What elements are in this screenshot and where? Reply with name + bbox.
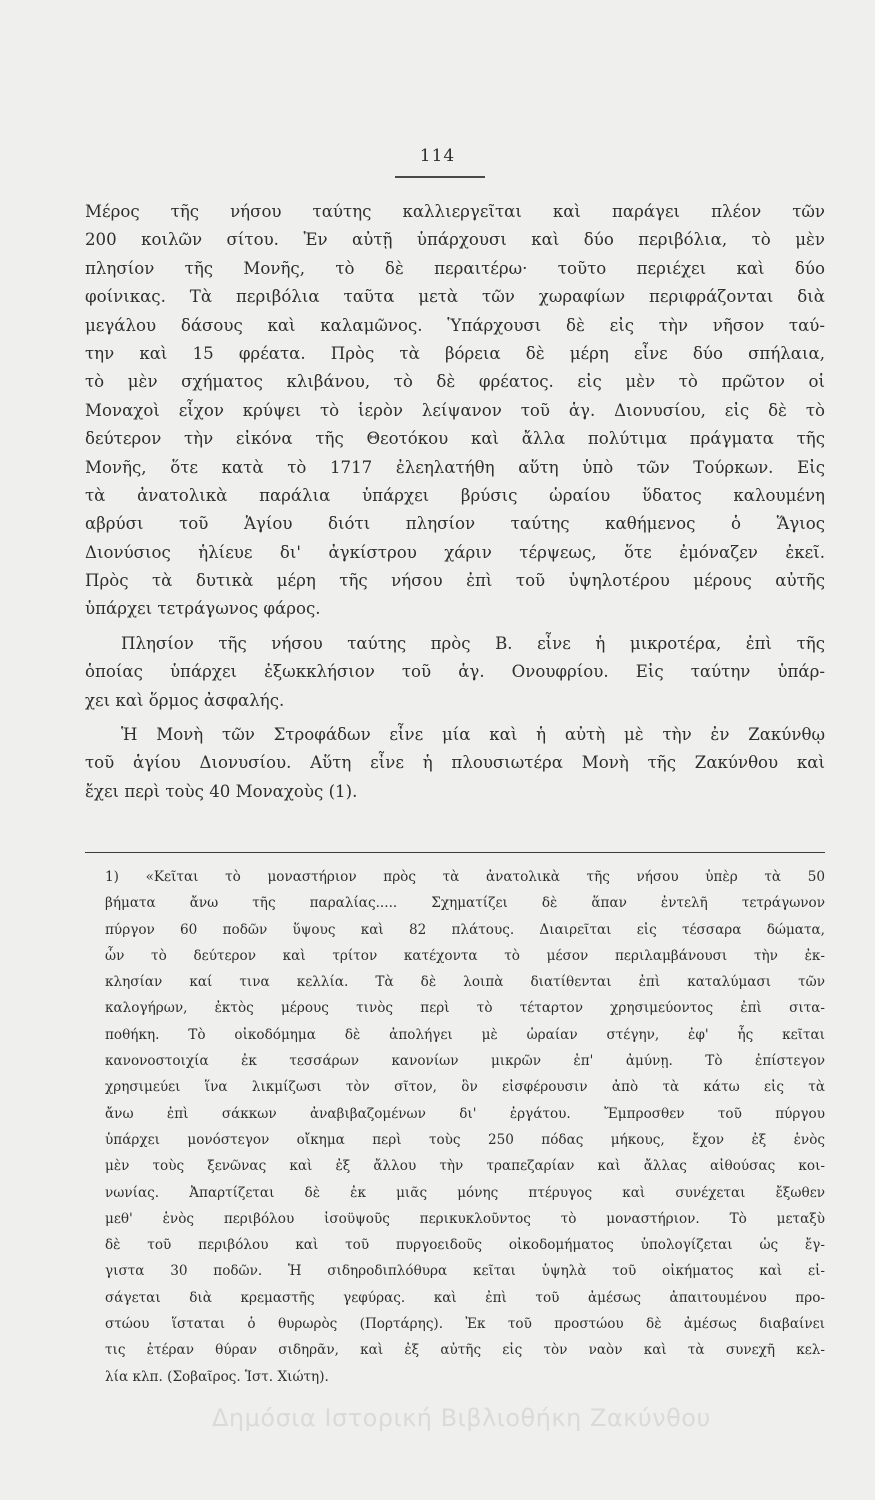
- text-line: Διονύσιος ἡλίευε δι' ἀγκίστρου χάριν τέρψεως, ὅτε ἐμόναζεν ἐκεῖ.: [85, 542, 825, 562]
- footnote-line: κλησίαν καί τινα κελλία. Τὰ δὲ λοιπὰ διατίθενται ἐπὶ καταλύμασι τῶν: [105, 974, 825, 991]
- text-line: χει καὶ ὅρμος ἀσφαλής.: [85, 690, 285, 710]
- paragraph: [85, 198, 825, 624]
- footnote-line: δὲ τοῦ περιβόλου καὶ τοῦ πυργοειδοῦς οἰκοδομήματος ὑπολογίζεται ὡς ἔγ-: [105, 1237, 825, 1254]
- text-line: την καὶ 15 φρέατα. Πρὸς τὰ βόρεια δὲ μέρη εἶνε δύο σπήλαια,: [85, 343, 825, 363]
- footnote-line: ἄνω ἐπὶ σάκκων ἀναβιβαζομένων δι' ἐργάτου. Ἔμπροσθεν τοῦ πύργου: [105, 1105, 825, 1122]
- text-line: Πρὸς τὰ δυτικὰ μέρη τῆς νήσου ἐπὶ τοῦ ὑψηλοτέρου μέρους αὐτῆς: [85, 571, 825, 591]
- text-line: ὑπάρχει τετράγωνος φάρος.: [85, 599, 321, 619]
- footnote-line: μεθ' ἑνὸς περιβόλου ἰσοϋψοῦς περικυκλοῦντος τὸ μοναστήριον. Τὸ μεταξὺ: [105, 1210, 825, 1227]
- text-line: ἔχει περὶ τοὺς 40 Μοναχοὺς (1).: [85, 781, 358, 801]
- footnote-line: κανονοστοιχία ἐκ τεσσάρων κανονίων μικρῶν ἐπ' ἀμύνῃ. Τὸ ἐπίστεγον: [105, 1053, 825, 1070]
- text-line: Μέρος τῆς νήσου ταύτης καλλιεργεῖται καὶ παράγει πλέον τῶν: [85, 202, 825, 221]
- footnote-line: τις ἑτέραν θύραν σιδηρᾶν, καὶ ἐξ αὐτῆς εἰς τὸν ναὸν καὶ τὰ συνεχῆ κελ-: [105, 1342, 825, 1359]
- footnote-line: 1) «Κεῖται τὸ μοναστήριον πρὸς τὰ ἀνατολικὰ τῆς νήσου ὑπὲρ τὰ 50: [105, 869, 825, 885]
- text-line: αβρύσι τοῦ Ἁγίου διότι πλησίον ταύτης καθήμενος ὁ Ἅγιος: [85, 514, 825, 534]
- text-line: ὁποίας ὑπάρχει ἐξωκκλήσιον τοῦ ἁγ. Ονουφρίου. Εἰς ταύτην ὑπάρ-: [85, 662, 825, 682]
- footnote-line: καλογήρων, ἐκτὸς μέρους τινὸς περὶ τὸ τέταρτον χρησιμεύοντος ἐπὶ σιτα-: [105, 1000, 825, 1017]
- text-line: τὸ μὲν σχήματος κλιβάνου, τὸ δὲ φρέατος. εἰς μὲν τὸ πρῶτον οἱ: [85, 372, 825, 392]
- footnote: [105, 864, 825, 1390]
- text-line: πλησίον τῆς Μονῆς, τὸ δὲ περαιτέρω· τοῦτο περιέχει καὶ δύο: [85, 258, 825, 278]
- footnote-line: βήματα ἄνω τῆς παραλίας..... Σχηματίζει δὲ ἅπαν ἐντελῆ τετράγωνον: [105, 895, 825, 912]
- text-line: τοῦ ἁγίου Διονυσίου. Αὕτη εἶνε ἡ πλουσιωτέρα Μονὴ τῆς Ζακύνθου καὶ: [85, 753, 825, 773]
- text-line: μεγάλου δάσους καὶ καλαμῶνος. Ὑπάρχουσι δὲ εἰς τὴν νῆσον ταύ-: [85, 315, 825, 335]
- footnote-line: χρησιμεύει ἵνα λικμίζωσι τὸν σῖτον, ὃν εἰσφέρουσιν ἀπὸ τὰ κάτω εἰς τὰ: [105, 1079, 825, 1096]
- text-line: φοίνικας. Τὰ περιβόλια ταῦτα μετὰ τῶν χωραφίων περιφράζονται διὰ: [85, 287, 825, 307]
- footnote-line: πύργον 60 ποδῶν ὕψους καὶ 82 πλάτους. Διαιρεῖται εἰς τέσσαρα δώματα,: [105, 921, 825, 938]
- library-watermark: Δημόσια Ιστορική Βιβλιοθήκη Ζακύνθου: [212, 1404, 711, 1432]
- paragraph: [85, 721, 825, 806]
- page-number: 114: [419, 146, 456, 166]
- text-line: Ἡ Μονὴ τῶν Στροφάδων εἶνε μία καὶ ἡ αὐτὴ μὲ τὴν ἐν Ζακύνθῳ: [121, 725, 825, 745]
- text-line: Μοναχοὶ εἶχον κρύψει τὸ ἱερὸν λείψανον τοῦ ἁγ. Διονυσίου, εἰς δὲ τὸ: [85, 400, 825, 420]
- footnote-line: ποθήκη. Τὸ οἰκοδόμημα δὲ ἀπολήγει μὲ ὡραίαν στέγην, ἐφ' ἧς κεῖται: [105, 1026, 825, 1043]
- footnote-line: στώου ἵσταται ὁ θυρωρὸς (Πορτάρης). Ἐκ τοῦ προστώου δὲ ἀμέσως διαβαίνει: [105, 1316, 825, 1333]
- footnote-line: ὧν τὸ δεύτερον καὶ τρίτον κατέχοντα τὸ μέσον περιλαμβάνουσι τὴν ἐκ-: [105, 947, 825, 964]
- paragraph: [85, 630, 825, 715]
- text-line: δεύτερον τὴν εἰκόνα τῆς Θεοτόκου καὶ ἄλλα πολύτιμα πράγματα τῆς: [85, 429, 825, 449]
- main-text: [85, 198, 825, 806]
- footnote-line: νωνίας. Ἀπαρτίζεται δὲ ἐκ μιᾶς μόνης πτέρυγος καὶ συνέχεται ἔξωθεν: [105, 1184, 825, 1201]
- text-line: 200 κοιλῶν σίτου. Ἐν αὐτῇ ὑπάρχουσι καὶ δύο περιβόλια, τὸ μὲν: [85, 230, 825, 250]
- footnote-line: γιστα 30 ποδῶν. Ἡ σιδηροδιπλόθυρα κεῖται ὑψηλὰ τοῦ οἰκήματος καὶ εἰ-: [105, 1263, 825, 1280]
- footnote-separator: [85, 852, 825, 853]
- text-line: Πλησίον τῆς νήσου ταύτης πρὸς Β. εἶνε ἡ μικροτέρα, ἐπὶ τῆς: [121, 633, 825, 653]
- footnote-line: σάγεται διὰ κρεμαστῆς γεφύρας. καὶ ἐπὶ τοῦ ἀμέσως ἀπαιτουμένου προ-: [105, 1289, 825, 1306]
- footnote-line: μὲν τοὺς ξενῶνας καὶ ἐξ ἄλλου τὴν τραπεζαρίαν καὶ ἄλλας αἰθούσας κοι-: [105, 1158, 825, 1175]
- page-number-underline: [395, 176, 485, 178]
- footnote-line: ὑπάρχει μονόστεγον οἴκημα περὶ τοὺς 250 πόδας μήκους, ἔχον ἐξ ἑνὸς: [105, 1131, 825, 1148]
- footnote-line: λία κλπ. (Σοβαῖρος. Ἱστ. Χιώτη).: [105, 1368, 329, 1385]
- text-line: Μονῆς, ὅτε κατὰ τὸ 1717 ἐλεηλατήθη αὕτη ὑπὸ τῶν Τούρκων. Εἰς: [85, 457, 825, 477]
- text-line: τὰ ἀνατολικὰ παράλια ὑπάρχει βρύσις ὡραίου ὕδατος καλουμένη: [85, 485, 825, 505]
